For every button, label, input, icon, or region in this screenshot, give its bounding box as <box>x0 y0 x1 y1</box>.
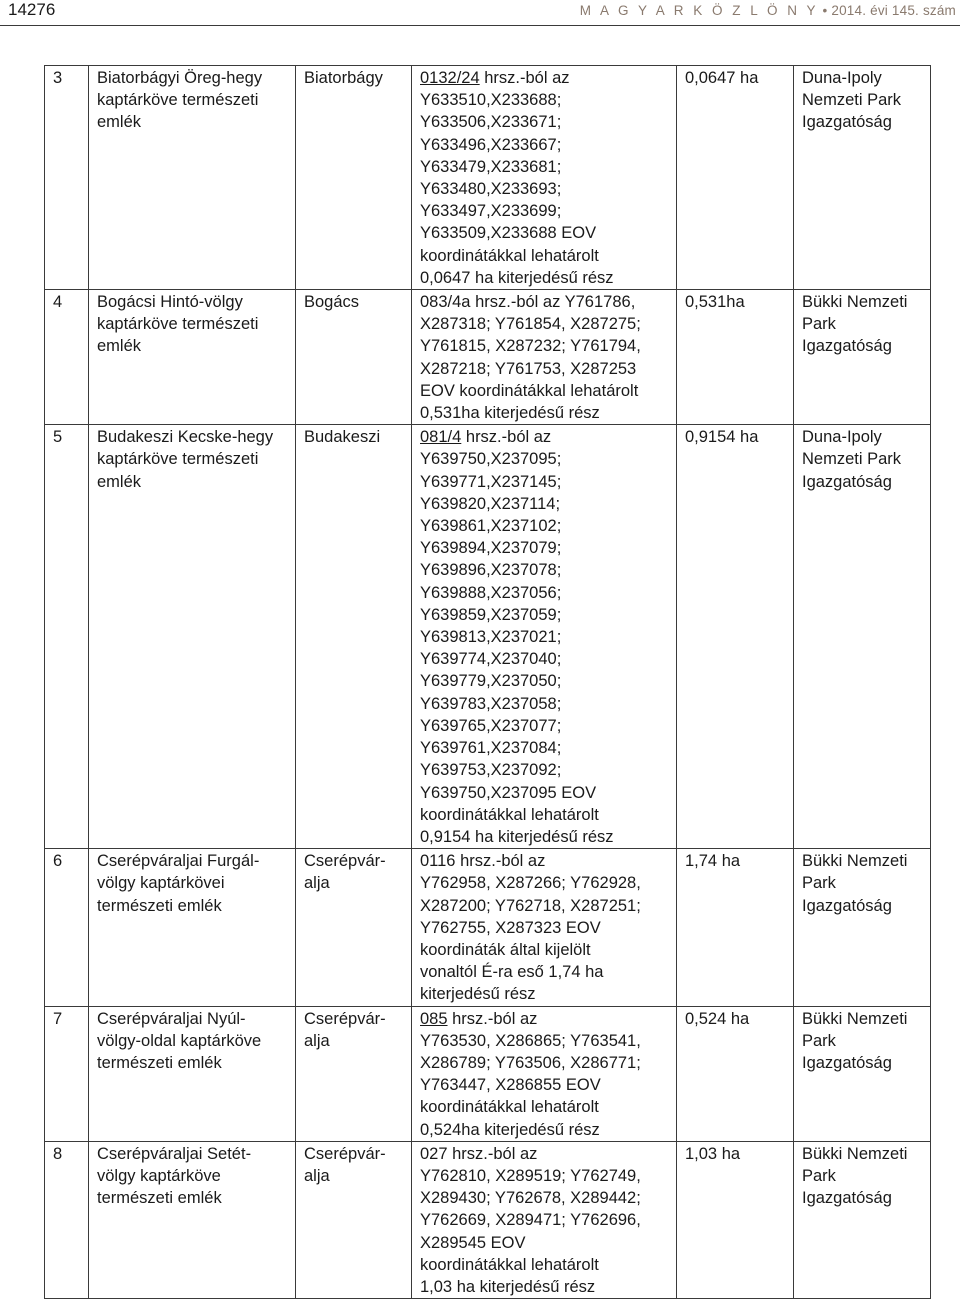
publication-title: M A G Y A R K Ö Z L Ö N Y <box>579 3 819 18</box>
parcel-ref: 0116 <box>420 852 456 871</box>
managing-authority: Duna-Ipoly Nemzeti Park Igazgatóság <box>794 425 931 849</box>
settlement: Budakeszi <box>296 425 412 849</box>
site-name: Cserépváraljai Setét- völgy kaptárköve természeti emlék <box>89 1141 296 1298</box>
parcel-description: 0116 hrsz.-ból az Y762958, X287266; Y762928, X287200; Y762718, X287251; Y762755, X287323 EOV koordináták által kijelölt vonaltól É-ra eső 1,74 ha kiterjedésű rész <box>412 849 677 1006</box>
area: 0,531ha <box>677 290 794 425</box>
table-row <box>45 290 931 425</box>
parcel-ref: 027 <box>420 1144 448 1163</box>
issue-label: 2014. évi 145. szám <box>831 3 956 18</box>
parcel-ref: 083/4a <box>420 293 471 312</box>
area: 1,03 ha <box>677 1141 794 1298</box>
area: 0,0647 ha <box>677 66 794 290</box>
settlement: Cserépvár- alja <box>296 1141 412 1298</box>
managing-authority: Bükki Nemzeti Park Igazgatóság <box>794 1006 931 1141</box>
managing-authority: Bükki Nemzeti Park Igazgatóság <box>794 290 931 425</box>
area: 0,524 ha <box>677 1006 794 1141</box>
protected-sites-table <box>44 65 931 1299</box>
table-row <box>45 1141 931 1298</box>
row-number: 3 <box>45 66 89 290</box>
row-number: 7 <box>45 1006 89 1141</box>
table-row <box>45 66 931 290</box>
area: 0,9154 ha <box>677 425 794 849</box>
managing-authority: Bükki Nemzeti Park Igazgatóság <box>794 849 931 1006</box>
parcel-description: 081/4 hrsz.-ból az Y639750,X237095; Y639771,X237145; Y639820,X237114; Y639861,X237102; Y639894,X237079; Y639896,X237078; Y639888,X237056; Y639859,X237059; Y639813,X237021; Y639774,X237040; Y639779,X237050; Y639783,X237058; Y639765,X237077; Y639761,X237084; Y639753,X237092; Y639750,X237095 EOV koordinátákkal lehatárolt 0,9154 ha kiterjedésű rész <box>412 425 677 849</box>
table-row <box>45 425 931 849</box>
settlement: Cserépvár- alja <box>296 1006 412 1141</box>
row-number: 8 <box>45 1141 89 1298</box>
site-name: Biatorbágyi Öreg-hegy kaptárköve természeti emlék <box>89 66 296 290</box>
parcel-description: 083/4a hrsz.-ból az Y761786, X287318; Y761854, X287275; Y761815, X287232; Y761794, X287218; Y761753, X287253 EOV koordinátákkal lehatárolt 0,531ha kiterjedésű rész <box>412 290 677 425</box>
site-name: Budakeszi Kecske-hegy kaptárköve természeti emlék <box>89 425 296 849</box>
running-header: M A G Y A R K Ö Z L Ö N Y • 2014. évi 145. szám <box>579 3 956 18</box>
site-name: Cserépváraljai Furgál- völgy kaptárkövei természeti emlék <box>89 849 296 1006</box>
parcel-description: 027 hrsz.-ból az Y762810, X289519; Y762749, X289430; Y762678, X289442; Y762669, X289471; Y762696, X289545 EOV koordinátákkal lehatárolt 1,03 ha kiterjedésű rész <box>412 1141 677 1298</box>
row-number: 5 <box>45 425 89 849</box>
site-name: Cserépváraljai Nyúl- völgy-oldal kaptárköve természeti emlék <box>89 1006 296 1141</box>
settlement: Bogács <box>296 290 412 425</box>
site-name: Bogácsi Hintó-völgy kaptárköve természeti emlék <box>89 290 296 425</box>
managing-authority: Duna-Ipoly Nemzeti Park Igazgatóság <box>794 66 931 290</box>
row-number: 6 <box>45 849 89 1006</box>
parcel-description: 0132/24 hrsz.-ból az Y633510,X233688; Y633506,X233671; Y633496,X233667; Y633479,X233681; Y633480,X233693; Y633497,X233699; Y633509,X233688 EOV koordinátákkal lehatárolt 0,0647 ha kiterjedésű rész <box>412 66 677 290</box>
parcel-ref: 081/4 <box>420 428 462 447</box>
parcel-ref: 0132/24 <box>420 69 480 87</box>
row-number: 4 <box>45 290 89 425</box>
settlement: Biatorbágy <box>296 66 412 290</box>
page-number: 14276 <box>8 0 56 19</box>
parcel-description: 085 hrsz.-ból az Y763530, X286865; Y763541, X286789; Y763506, X286771; Y763447, X286855 EOV koordinátákkal lehatárolt 0,524ha kiterjedésű rész <box>412 1006 677 1141</box>
table-row <box>45 1006 931 1141</box>
area: 1,74 ha <box>677 849 794 1006</box>
parcel-ref: 085 <box>420 1009 448 1028</box>
managing-authority: Bükki Nemzeti Park Igazgatóság <box>794 1141 931 1298</box>
header-rule <box>0 25 960 26</box>
settlement: Cserépvár- alja <box>296 849 412 1006</box>
table-row <box>45 849 931 1006</box>
